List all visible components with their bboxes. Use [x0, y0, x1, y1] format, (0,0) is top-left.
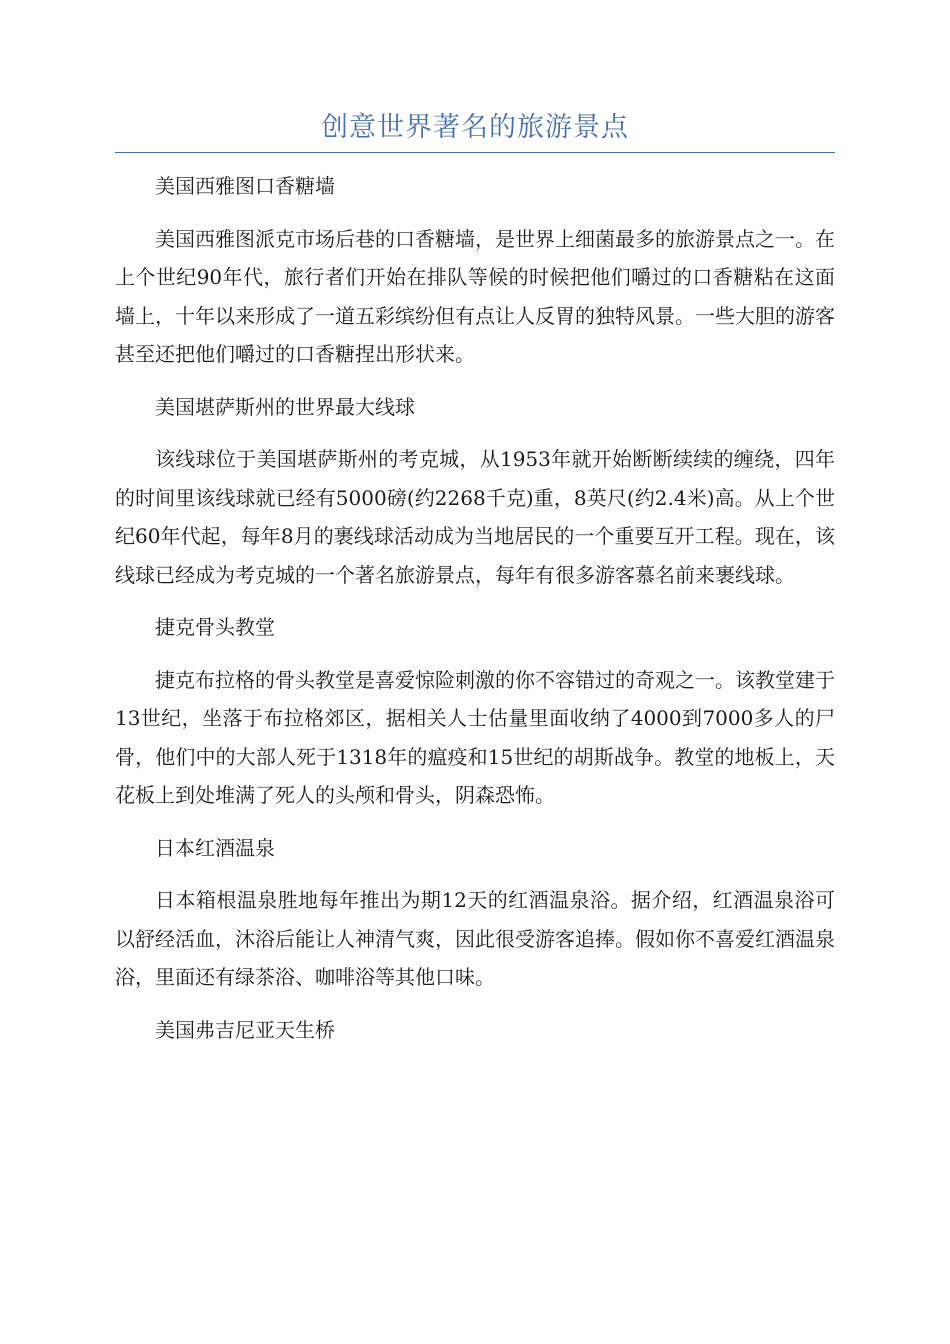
section-heading: 日本红酒温泉	[155, 835, 275, 860]
section-body: 美国西雅图派克市场后巷的口香糖墙，是世界上细菌最多的旅游景点之一。在上个世纪90年代，旅行者们开始在排队等候的时候把他们嚼过的口香糖粘在这面墙上，十年以来形成了一道五彩缤纷但有点让人反胃的独特风景。一些大胆的游客甚至还把他们嚼过的口香糖捏出形状来。	[115, 226, 835, 366]
section-heading: 美国弗吉尼亚天生桥	[155, 1017, 335, 1042]
section-body: 该线球位于美国堪萨斯州的考克城，从1953年就开始断断续续的缠绕，四年的时间里该线球就已经有5000磅(约2268千克)重，8英尺(约2.4米)高。从上个世纪60年代起，每年8月的裹线球活动成为当地居民的一个重要互开工程。现在，该线球已经成为考克城的一个著名旅游景点，每年有很多游客慕名前来裹线球。	[115, 447, 835, 587]
section-heading: 美国西雅图口香糖墙	[155, 174, 335, 198]
section-body: 日本箱根温泉胜地每年推出为期12天的红酒温泉浴。据介绍，红酒温泉浴可以舒经活血，沐浴后能让人神清气爽，因此很受游客追捧。假如你不喜爱红酒温泉浴，里面还有绿茶浴、咖啡浴等其他口味。	[115, 888, 835, 989]
section-heading: 美国堪萨斯州的世界最大线球	[155, 394, 415, 419]
section-body: 捷克布拉格的骨头教堂是喜爱惊险刺激的你不容错过的奇观之一。该教堂建于13世纪，坐落于布拉格郊区，据相关人士估量里面收纳了4000到7000多人的尸骨，他们中的大部人死于1318年的瘟疫和15世纪的胡斯战争。教堂的地板上，天花板上到处堆满了死人的头颅和骨头，阴森恐怖。	[115, 667, 835, 807]
section-heading: 捷克骨头教堂	[155, 615, 275, 639]
page-title: 创意世界著名的旅游景点	[115, 108, 835, 153]
document-page	[115, 108, 835, 1063]
